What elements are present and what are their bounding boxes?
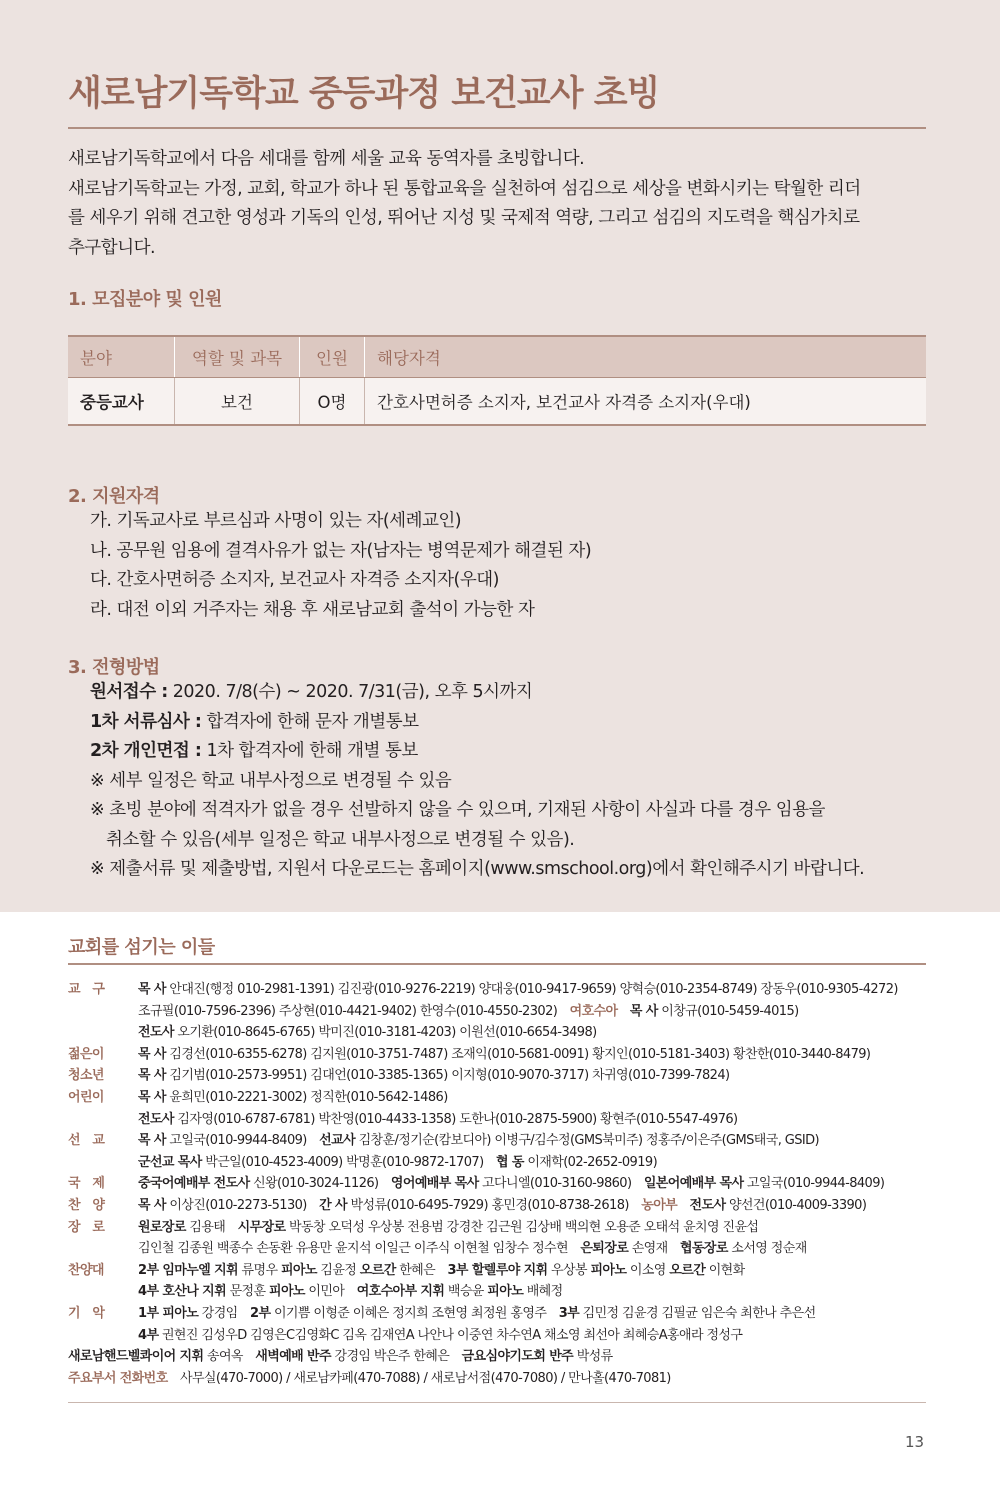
staff-row — [68, 1109, 930, 1131]
staff-names: 고다니엘(010-3160-9860) — [478, 1176, 644, 1192]
list-item: 다. 간호사면허증 소지자, 보건교사 자격증 소지자(우대) — [90, 570, 500, 590]
staff-names: 고일국(010-9944-8409) — [165, 1133, 320, 1149]
staff-entries — [138, 1260, 745, 1282]
role-title: 1부 피아노 — [138, 1305, 199, 1321]
staff-names: 김기범(010-2573-9951) 김대언(010-3385-1365) 이지형(010-9070-3717) 차귀영(010-7399-7824) — [165, 1068, 730, 1084]
role-title: 목 사 — [138, 1046, 166, 1062]
item-text: 합격자에 한해 문자 개별통보 — [201, 711, 419, 732]
role-title: 오르간 — [359, 1262, 396, 1278]
list-item — [90, 678, 864, 708]
item-label: 2차 개인면접 : — [90, 741, 202, 761]
staff-names: 백승윤 — [444, 1284, 488, 1300]
role-title: 4부 — [138, 1327, 159, 1343]
staff-entries — [138, 1109, 738, 1131]
role-title: 피아노 — [269, 1284, 305, 1300]
role-title: 전도사 — [138, 1025, 174, 1041]
staff-names: 이상진(010-2273-5130) — [165, 1197, 320, 1213]
staff-entries — [68, 1368, 671, 1390]
column-header: 분야 — [68, 336, 175, 378]
staff-names: 권현진 김성우D 김영은C김영화C 김옥 김재연A 나안나 이중연 차수연A 채소영 최선아 최혜승A홍애라 정성구 — [158, 1327, 743, 1343]
role-title: 은퇴장로 — [580, 1241, 629, 1257]
role-title: 목 사 — [138, 1068, 166, 1084]
staff-department-label: 기 악 — [68, 1305, 105, 1321]
role-title: 간 사 — [319, 1197, 348, 1213]
staff-row — [68, 1238, 930, 1260]
qualification-list — [90, 507, 591, 625]
staff-names: 안대진(행정 010-2981-1391) 김진광(010-9276-2219) 양대웅(010-9417-9659) 양혁승(010-2354-8749) 장동우(010-9305-4272) — [165, 982, 898, 997]
role-title: 새로남핸드벨콰이어 지휘 — [68, 1349, 204, 1365]
staff-row — [68, 1152, 930, 1174]
staff-department-label: 청소년 — [68, 1068, 104, 1084]
role-title: 2부 임마누엘 지휘 — [138, 1262, 239, 1278]
intro-line: 추구합니다. — [68, 237, 156, 258]
staff-names: 강경임 박은주 한혜은 — [330, 1349, 462, 1365]
staff-department-label: 어린이 — [68, 1089, 104, 1105]
staff-entries — [138, 1217, 758, 1239]
staff-names: 이창규(010-5459-4015) — [657, 1003, 799, 1019]
staff-heading: 교회를 섬기는 이들 — [68, 937, 215, 958]
staff-names: 이재학(02-2652-0919) — [523, 1154, 658, 1170]
staff-names: 배혜정 — [523, 1284, 563, 1300]
staff-entries — [138, 1281, 563, 1303]
staff-department-label: 젊은이 — [68, 1046, 104, 1062]
item-text: 2020. 7/8(수) ~ 2020. 7/31(금), 오후 5시까지 — [167, 682, 533, 702]
role-title: 협 동 — [495, 1154, 524, 1170]
staff-row — [68, 1281, 930, 1303]
department-name: 농아부 — [641, 1197, 678, 1213]
intro-line: 를 세우기 위해 견고한 영성과 기독의 인성, 뛰어난 지성 및 국제적 역량, 그리고 섬김의 지도력을 핵심가치로 — [68, 208, 860, 228]
staff-names: 우상봉 — [547, 1262, 591, 1278]
role-title: 목 사 — [138, 1133, 166, 1149]
staff-entries — [138, 1152, 657, 1174]
staff-names: 강경임 — [198, 1305, 251, 1321]
staff-row — [68, 1346, 930, 1368]
staff-entries — [138, 1195, 866, 1217]
staff-names: 이현화 — [705, 1262, 745, 1278]
role-title: 피아노 — [590, 1262, 627, 1278]
staff-row — [68, 1303, 930, 1325]
staff-directory — [68, 979, 930, 1389]
table-row — [68, 378, 926, 426]
staff-names: 김경선(010-6355-6278) 김지원(010-3751-7487) 조재익(010-5681-0091) 황지인(010-5181-3403) 황찬한(010-3440-8479) — [165, 1046, 871, 1062]
table-header-row — [68, 336, 926, 378]
section3-heading: 3. 전형방법 — [68, 657, 160, 678]
selection-list — [90, 678, 864, 885]
intro-line: 새로남기독학교에서 다음 세대를 함께 세울 교육 동역자를 초빙합니다. — [68, 149, 585, 169]
staff-entries — [138, 1001, 799, 1023]
role-title: 목 사 — [138, 1197, 166, 1213]
list-item — [90, 737, 864, 767]
role-title: 금요심야기도회 반주 — [461, 1349, 574, 1365]
staff-entries — [138, 1044, 870, 1066]
column-header: 인원 — [300, 336, 365, 378]
staff-row — [68, 1173, 930, 1195]
role-title: 여호수아부 지휘 — [356, 1284, 445, 1300]
role-title: 3부 할렐루야 지휘 — [447, 1262, 548, 1278]
staff-row — [68, 1260, 930, 1282]
staff-names: 신왕(010-3024-1126) — [249, 1176, 391, 1192]
staff-names: 이소영 — [626, 1262, 670, 1278]
staff-names: 이민아 — [304, 1284, 357, 1300]
list-item: 나. 공무원 임용에 결격사유가 없는 자(남자는 병역문제가 해결된 자) — [90, 540, 592, 561]
staff-names: 이기쁨 이형준 이혜은 정지희 조현영 최정원 홍영주 — [270, 1305, 559, 1321]
staff-row — [68, 1022, 930, 1044]
staff-names: 오기환(010-8645-6765) 박미진(010-3181-4203) 이원선(010-6654-3498) — [173, 1025, 597, 1041]
table-cell: 중등교사 — [68, 378, 175, 426]
staff-names: 류명우 — [238, 1262, 281, 1278]
page-number: 13 — [905, 1433, 925, 1451]
role-title: 선교사 — [319, 1133, 356, 1149]
staff-names: 문정훈 — [226, 1284, 269, 1300]
role-title: 원로장로 — [138, 1219, 186, 1235]
note: ※ 제출서류 및 제출방법, 지원서 다운로드는 홈페이지(www.smschool.org)에서 확인해주시기 바랍니다. — [90, 859, 865, 879]
department-name: 주요부서 전화번호 — [68, 1370, 168, 1386]
staff-entries — [138, 1238, 807, 1260]
role-title: 피아노 — [487, 1284, 524, 1300]
role-title: 시무장로 — [237, 1219, 286, 1235]
staff-names: 김인철 김종원 백종수 손동환 유용만 윤지석 이일근 이주식 이현철 임창수 정수현 — [138, 1241, 581, 1257]
role-title: 4부 호산나 지휘 — [138, 1284, 227, 1300]
staff-names: 김민정 김윤경 김필균 임은숙 최한나 추은선 — [579, 1305, 816, 1321]
staff-entries — [138, 1087, 448, 1109]
staff-row — [68, 1217, 930, 1239]
note: ※ 세부 일정은 학교 내부사정으로 변경될 수 있음 — [90, 770, 452, 791]
intro-paragraph — [68, 145, 930, 263]
staff-names — [677, 1198, 689, 1213]
role-title: 군선교 목사 — [138, 1154, 202, 1170]
staff-entries — [138, 1022, 597, 1044]
staff-row — [68, 1044, 930, 1066]
staff-names: 박성류(010-6495-7929) 홍민경(010-8738-2618) — [347, 1197, 642, 1213]
staff-entries — [138, 979, 898, 1001]
staff-department-label: 교 구 — [68, 982, 105, 997]
staff-names: 고일국(010-9944-8409) — [743, 1176, 885, 1192]
staff-names: 송여옥 — [203, 1349, 256, 1365]
staff-department-label: 찬 양 — [68, 1197, 105, 1213]
item-text: 1차 합격자에 한해 개별 통보 — [201, 741, 418, 761]
role-title: 2부 — [250, 1305, 271, 1321]
staff-row — [68, 1087, 930, 1109]
staff-names: 김용태 — [185, 1219, 238, 1235]
role-title: 목 사 — [138, 982, 166, 997]
title-divider — [68, 127, 926, 129]
role-title: 목 사 — [629, 1003, 658, 1019]
role-title: 오르간 — [669, 1262, 706, 1278]
staff-names: 한혜은 — [395, 1262, 448, 1278]
section1-heading: 1. 모집분야 및 인원 — [68, 289, 222, 310]
column-header: 역할 및 과목 — [175, 336, 300, 378]
staff-names: 소서영 정순재 — [727, 1241, 807, 1257]
staff-names: 박동창 오덕성 우상봉 전용범 강경찬 김근원 김상배 백의현 오용준 오태석 윤치영 진윤섭 — [285, 1219, 759, 1235]
table-cell: 보건 — [175, 378, 300, 426]
staff-names: 윤희민(010-2221-3002) 정직한(010-5642-1486) — [165, 1089, 448, 1105]
note: 취소할 수 있음(세부 일정은 학교 내부사정으로 변경될 수 있음). — [106, 829, 575, 850]
table-cell: O명 — [300, 378, 365, 426]
staff-row — [68, 1065, 930, 1087]
staff-names: 김자영(010-6787-6781) 박찬영(010-4433-1358) 도한나(010-2875-5900) 황현주(010-5547-4976) — [173, 1111, 738, 1127]
item-label: 원서접수 : — [90, 682, 168, 702]
role-title: 일본어예배부 목사 — [643, 1176, 744, 1192]
staff-divider — [68, 963, 926, 965]
note: ※ 초빙 분야에 적격자가 없을 경우 선발하지 않을 수 있으며, 기재된 사항이 사실과 다를 경우 임용을 — [90, 800, 825, 820]
staff-names: 박근일(010-4523-4009) 박명훈(010-9872-1707) — [201, 1154, 496, 1170]
role-title: 전도사 — [689, 1197, 726, 1213]
staff-entries — [138, 1173, 884, 1195]
staff-row — [68, 1368, 930, 1390]
staff-row — [68, 1195, 930, 1217]
staff-entries — [138, 1303, 816, 1325]
staff-department-label: 찬양대 — [68, 1262, 104, 1278]
staff-department-label: 국 제 — [68, 1176, 105, 1192]
staff-names — [617, 1004, 629, 1019]
footer-divider — [68, 1402, 926, 1403]
staff-row — [68, 979, 930, 1001]
staff-names: 사무실(470-7000) / 새로남카페(470-7088) / 새로남서점(470-7080) / 만나홀(470-7081) — [167, 1370, 671, 1386]
staff-row — [68, 1130, 930, 1152]
staff-row — [68, 1001, 930, 1023]
role-title: 전도사 — [138, 1111, 174, 1127]
staff-names: 박성류 — [573, 1349, 613, 1365]
column-header: 해당자격 — [365, 336, 927, 378]
staff-entries — [138, 1325, 742, 1347]
page-title: 새로남기독학교 중등과정 보건교사 초빙 — [68, 74, 660, 114]
staff-row — [68, 1325, 930, 1347]
table-cell: 간호사면허증 소지자, 보건교사 자격증 소지자(우대) — [365, 378, 927, 426]
section2-heading: 2. 지원자격 — [68, 486, 160, 507]
role-title: 3부 — [558, 1305, 580, 1321]
role-title: 협동장로 — [680, 1241, 728, 1257]
role-title: 영어예배부 목사 — [390, 1176, 479, 1192]
recruitment-table — [68, 335, 926, 426]
staff-names: 손영재 — [628, 1241, 680, 1257]
role-title: 새벽예배 반주 — [255, 1349, 331, 1365]
staff-entries — [138, 1130, 819, 1152]
role-title: 피아노 — [280, 1262, 317, 1278]
staff-names: 김창훈/정기순(캄보디아) 이병구/김수정(GMS북미주) 정홍주/이은주(GMS태국, GSID) — [355, 1133, 819, 1149]
role-title: 중국어예배부 전도사 — [138, 1176, 250, 1192]
staff-names: 김윤정 — [316, 1262, 360, 1278]
staff-names: 조규필(010-7596-2396) 주상현(010-4421-9402) 한영수(010-4550-2302) — [138, 1003, 570, 1019]
intro-line: 새로남기독학교는 가정, 교회, 학교가 하나 된 통합교육을 실천하여 섬김으로 세상을 변화시키는 탁월한 리더 — [68, 178, 861, 199]
item-label: 1차 서류심사 : — [90, 711, 202, 732]
department-name: 여호수아 — [569, 1003, 618, 1019]
list-item: 가. 기독교사로 부르심과 사명이 있는 자(세례교인) — [90, 511, 462, 531]
staff-department-label: 선 교 — [68, 1133, 105, 1149]
staff-department-label: 장 로 — [68, 1219, 105, 1235]
list-item — [90, 708, 864, 738]
staff-entries — [138, 1065, 730, 1087]
staff-names: 양선건(010-4009-3390) — [725, 1197, 867, 1213]
role-title: 목 사 — [138, 1089, 166, 1105]
list-item: 라. 대전 이외 거주자는 채용 후 새로남교회 출석이 가능한 자 — [90, 599, 535, 620]
staff-entries — [68, 1346, 613, 1368]
